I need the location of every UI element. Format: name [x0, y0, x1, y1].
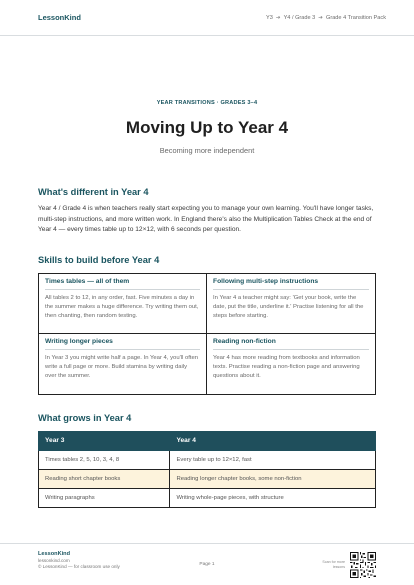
- skills-grid: [38, 273, 376, 395]
- qr-code-icon[interactable]: [350, 552, 376, 578]
- scan-caption: Scan for more lessons: [322, 560, 345, 569]
- skill-card-text: All tables 2 to 12, in any order, fast. Five minutes a day in the summer makes a huge difference. Try writing them out, then chanting, then random testing.: [45, 294, 199, 319]
- table-cell: Writing paragraphs: [39, 488, 170, 507]
- breadcrumb: [266, 15, 386, 21]
- skill-card: [207, 334, 375, 394]
- breadcrumb-item-current: Grade 4 Transition Pack: [325, 14, 386, 21]
- top-bar: [0, 0, 414, 36]
- footer-copyright: © LessonKind — for classroom use only: [38, 564, 120, 569]
- section-paragraph: Year 4 / Grade 4 is when teachers really start expecting you to manage your own learning. You'll have longer tasks, multi-step instructions, and more written work. In England there's also the Multiplication Tables Check at the end of Year 4 — every times table up to 12×12, with 6 seconds per question.: [38, 205, 374, 234]
- footer-site-link[interactable]: lessonkind.com: [38, 558, 70, 563]
- grows-section: [0, 413, 414, 508]
- table-cell: Times tables 2, 5, 10, 3, 4, 8: [39, 450, 170, 469]
- skills-section: [0, 255, 414, 395]
- table-row: [39, 450, 376, 469]
- breadcrumb-item[interactable]: Y3: [266, 14, 273, 21]
- breadcrumb-item[interactable]: Y4 / Grade 3: [283, 14, 316, 21]
- section-heading: What's different in Year 4: [38, 187, 149, 197]
- section-heading: Skills to build before Year 4: [38, 254, 160, 265]
- brand-logo[interactable]: LessonKind: [38, 13, 81, 22]
- table-cell: Writing whole-page pieces, with structure: [170, 488, 376, 507]
- skill-card-title: Times tables — all of them: [45, 278, 200, 290]
- footer-brand: LessonKind: [38, 551, 71, 557]
- table-row: [39, 469, 376, 488]
- page-subtitle: Becoming more independent: [159, 146, 255, 155]
- difference-section: [0, 187, 414, 236]
- column-header-year3: Year 3: [39, 431, 170, 450]
- skill-card-title: Following multi-step instructions: [213, 278, 369, 290]
- section-heading: What grows in Year 4: [38, 412, 132, 423]
- page-number: Page 1: [199, 562, 215, 567]
- skill-card-title: Reading non-fiction: [213, 338, 369, 350]
- table-cell: Every table up to 12×12, fast: [170, 450, 376, 469]
- table-header-row: [39, 431, 376, 450]
- eyebrow-label: YEAR TRANSITIONS · GRADES 3–4: [156, 100, 258, 106]
- arrow-right-icon: ➔: [275, 14, 281, 21]
- skill-card-text: Year 4 has more reading from textbooks and information texts. Practise reading a non-fiction page and answering questions about it.: [213, 354, 360, 379]
- arrow-right-icon: ➔: [318, 14, 323, 21]
- skill-card-title: Writing longer pieces: [45, 338, 200, 350]
- skill-card: [39, 274, 207, 334]
- page-footer: [0, 543, 414, 585]
- comparison-table: [38, 431, 376, 508]
- page-title: Moving Up to Year 4: [125, 118, 289, 137]
- table-cell: Reading short chapter books: [39, 469, 170, 488]
- skill-card-text: In Year 4 a teacher might say: 'Get your book, write the date, put the title, underline it.' Practise listening for all the steps before starting.: [213, 294, 364, 319]
- skill-card: [39, 334, 207, 394]
- hero: [0, 100, 414, 155]
- skill-card: [207, 274, 375, 334]
- table-cell: Reading longer chapter books, some non-fiction: [170, 469, 376, 488]
- column-header-year4: Year 4: [170, 431, 376, 450]
- skill-card-text: In Year 3 you might write half a page. In Year 4, you'll often write a full page or more. Build stamina by writing daily over the summer.: [45, 354, 199, 379]
- table-row: [39, 488, 376, 507]
